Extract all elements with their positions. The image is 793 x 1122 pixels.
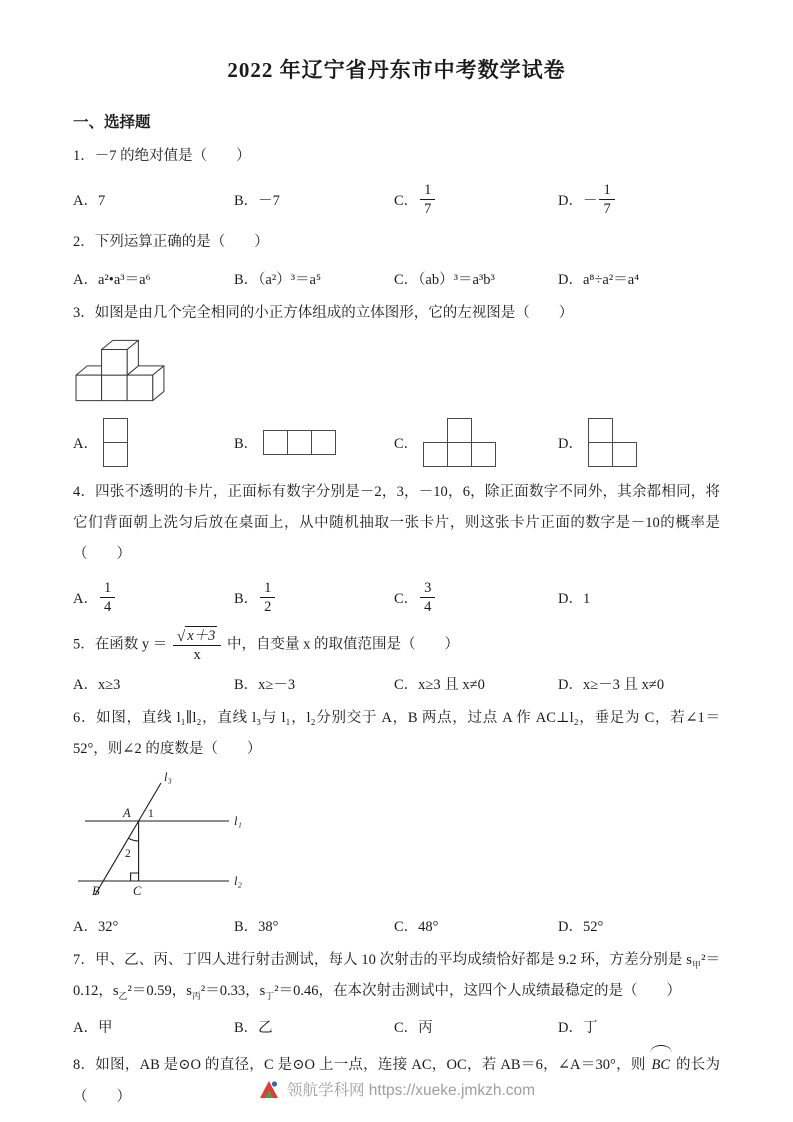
label-b: B: [92, 884, 100, 899]
math-variable-y: y: [141, 635, 150, 652]
fraction: [173, 626, 222, 664]
footer-watermark: [0, 1078, 793, 1100]
line-l3: [95, 783, 161, 895]
question-3: [73, 298, 720, 468]
option-label: C．: [394, 436, 419, 453]
fraction-numerator: [173, 626, 222, 646]
site-logo-icon: [258, 1078, 280, 1100]
q3-option-b: [234, 430, 394, 456]
fraction-denominator: 4: [103, 599, 112, 616]
label-l3: l₃: [164, 770, 172, 785]
fraction-denominator: 2: [264, 599, 272, 616]
fraction-denominator: 4: [424, 599, 432, 616]
view-shape-b: [263, 430, 337, 456]
option-label: B．: [234, 591, 259, 608]
q5-option-c: C．x≥3 且 x≠0: [394, 676, 485, 693]
option-label: A．: [73, 436, 98, 453]
q1-option-b: B．－7: [234, 193, 280, 210]
equals-sign: ＝: [152, 635, 168, 652]
q6-option-a: A．32°: [73, 919, 119, 936]
q2-option-a: A．a²•a³＝a⁶: [73, 271, 151, 288]
q4-option-d: D．1: [558, 591, 591, 608]
label-angle-1: 1: [148, 808, 154, 821]
fraction-numerator: 1: [420, 181, 435, 200]
question-2: [73, 227, 720, 288]
option-label: C．: [394, 591, 419, 608]
q4-option-b: [234, 579, 394, 616]
view-shape-d: [588, 418, 638, 468]
q2-stem: 2．下列运算正确的是（ ）: [73, 234, 269, 251]
fraction-numerator: 3: [420, 579, 435, 598]
label-l2: l₂: [234, 874, 242, 889]
question-7: [73, 945, 720, 1037]
q1-option-c: [394, 181, 558, 218]
fraction-numerator: 1: [100, 579, 115, 598]
label-l1: l₁: [234, 814, 242, 829]
q4-stem: 4．四张不透明的卡片，正面标有数字分别是－2，3，－10，6，除正面数字不同外，其余都相同，将它们背面朝上洗匀后放在桌面上，从中随机抽取一张卡片，则这张卡片正面的数字是－10的概率是（ ）: [73, 483, 720, 563]
q6-figure: [73, 767, 720, 906]
question-1: [73, 141, 720, 218]
q5-stem: [73, 626, 720, 664]
q7-option-b: B．乙: [234, 1020, 273, 1037]
option-label: B．: [234, 436, 259, 453]
q5-options: [73, 673, 720, 694]
q3-options: [73, 418, 720, 468]
q8-stem-pre: 8．如图，AB 是⊙O 的直径，C 是⊙O 上一点，连接 AC，OC，若 AB＝6，∠A＝30°，则: [73, 1057, 646, 1074]
cube-front-face: [127, 375, 153, 401]
fraction-numerator: 1: [599, 181, 614, 200]
cube-front-face: [102, 375, 128, 401]
view-shape-c: [423, 418, 497, 468]
page-title: 2022 年辽宁省丹东市中考数学试卷: [227, 58, 566, 82]
label-c: C: [133, 884, 142, 899]
q7-option-a: A．甲: [73, 1020, 113, 1037]
fraction: [260, 579, 275, 616]
arc-bc: BC: [650, 1046, 673, 1081]
watermark-text: 领航学科网 https://xueke.jmkzh.com: [286, 1082, 536, 1099]
q3-option-c: [394, 418, 558, 468]
radicand: x＋3: [187, 627, 216, 644]
q4-option-c: [394, 579, 558, 616]
q1-stem: 1．－7 的绝对值是（ ）: [73, 148, 251, 164]
q3-option-a: [73, 418, 234, 468]
fraction-denominator: 7: [424, 201, 432, 218]
isometric-cubes-figure: [75, 339, 167, 403]
q6-option-c: C．48°: [394, 919, 439, 936]
option-label: C．: [394, 193, 419, 210]
cube-front-face: [76, 375, 102, 401]
logo-dot-blue: [272, 1081, 277, 1086]
fraction-denominator: 7: [603, 201, 611, 218]
q5-option-d: D．x≥－3 且 x≠0: [558, 676, 665, 693]
fraction-denominator: x: [193, 646, 201, 663]
view-shape-a: [103, 418, 129, 468]
question-6: [73, 703, 720, 936]
sqrt-sign: √: [176, 628, 186, 646]
q5-stem-post: 中，自变量 x 的取值范围是（ ）: [227, 635, 460, 652]
q7-options: [73, 1016, 720, 1037]
question-4: [73, 477, 720, 617]
q2-option-d: D．a⁸÷a²＝a⁴: [558, 271, 640, 288]
fraction: [100, 579, 115, 616]
fraction-numerator: 1: [260, 579, 275, 598]
label-a: A: [123, 806, 131, 821]
q3-stem: 3．如图是由几个完全相同的小正方体组成的立体图形，它的左视图是（ ）: [73, 304, 574, 321]
q2-options: [73, 268, 720, 289]
option-label: D．－: [558, 193, 598, 210]
q8-stem-post: 的长为（ ）: [73, 1057, 721, 1105]
option-label: A．: [73, 591, 98, 608]
q3-option-d: [558, 418, 720, 468]
q6-option-d: D．52°: [558, 919, 604, 936]
fraction: [420, 181, 435, 218]
q2-option-c: C．（ab）³＝a³b³: [394, 271, 495, 288]
q6-option-b: B．38°: [234, 919, 279, 936]
q4-option-a: [73, 579, 234, 616]
q3-cube-figure: [75, 339, 720, 408]
q5-option-a: A．x≥3: [73, 676, 121, 693]
angle-2-arc: [128, 838, 138, 841]
q7-option-c: C．丙: [394, 1020, 433, 1037]
q6-stem: 6．如图，直线 l₁∥l₂，直线 l₃与 l₁，l₂分别交于 A，B 两点，过点 A 作 AC⊥l₂，垂足为 C，若∠1＝52°，则∠2 的度数是（ ）: [73, 709, 720, 757]
q7-option-d: D．丁: [558, 1020, 598, 1037]
question-5: [73, 626, 720, 694]
q7-stem: 7．甲、乙、丙、丁四人进行射击测试，每人 10 次射击的平均成绩恰好都是 9.2 环，方差分别是 $s_甲^2=0.12$，$s_乙^2=0.59$，$s_丙^2=0.33$，$s_丁^2=0.46$，在本次射击测试中，这四个人成绩最稳定的是（ ）: [73, 952, 721, 1002]
fraction: [599, 181, 614, 218]
q2-option-b: B．（a²）³＝a⁵: [234, 271, 322, 288]
parallel-lines-figure: [73, 767, 249, 901]
option-label: D．: [558, 436, 583, 453]
right-angle-mark: [131, 873, 139, 881]
q1-option-a: A．7: [73, 193, 106, 210]
label-angle-2: 2: [125, 848, 131, 861]
fraction: [420, 579, 435, 616]
q1-option-d: [558, 181, 720, 218]
q6-options: [73, 915, 720, 936]
q1-options: [73, 181, 720, 218]
q4-options: [73, 579, 720, 616]
q5-stem-pre: 5．在函数: [73, 635, 142, 652]
cube-front-face: [102, 349, 128, 375]
q5-option-b: B．x≥－3: [234, 676, 296, 693]
section-heading: 一、选择题: [73, 114, 151, 131]
